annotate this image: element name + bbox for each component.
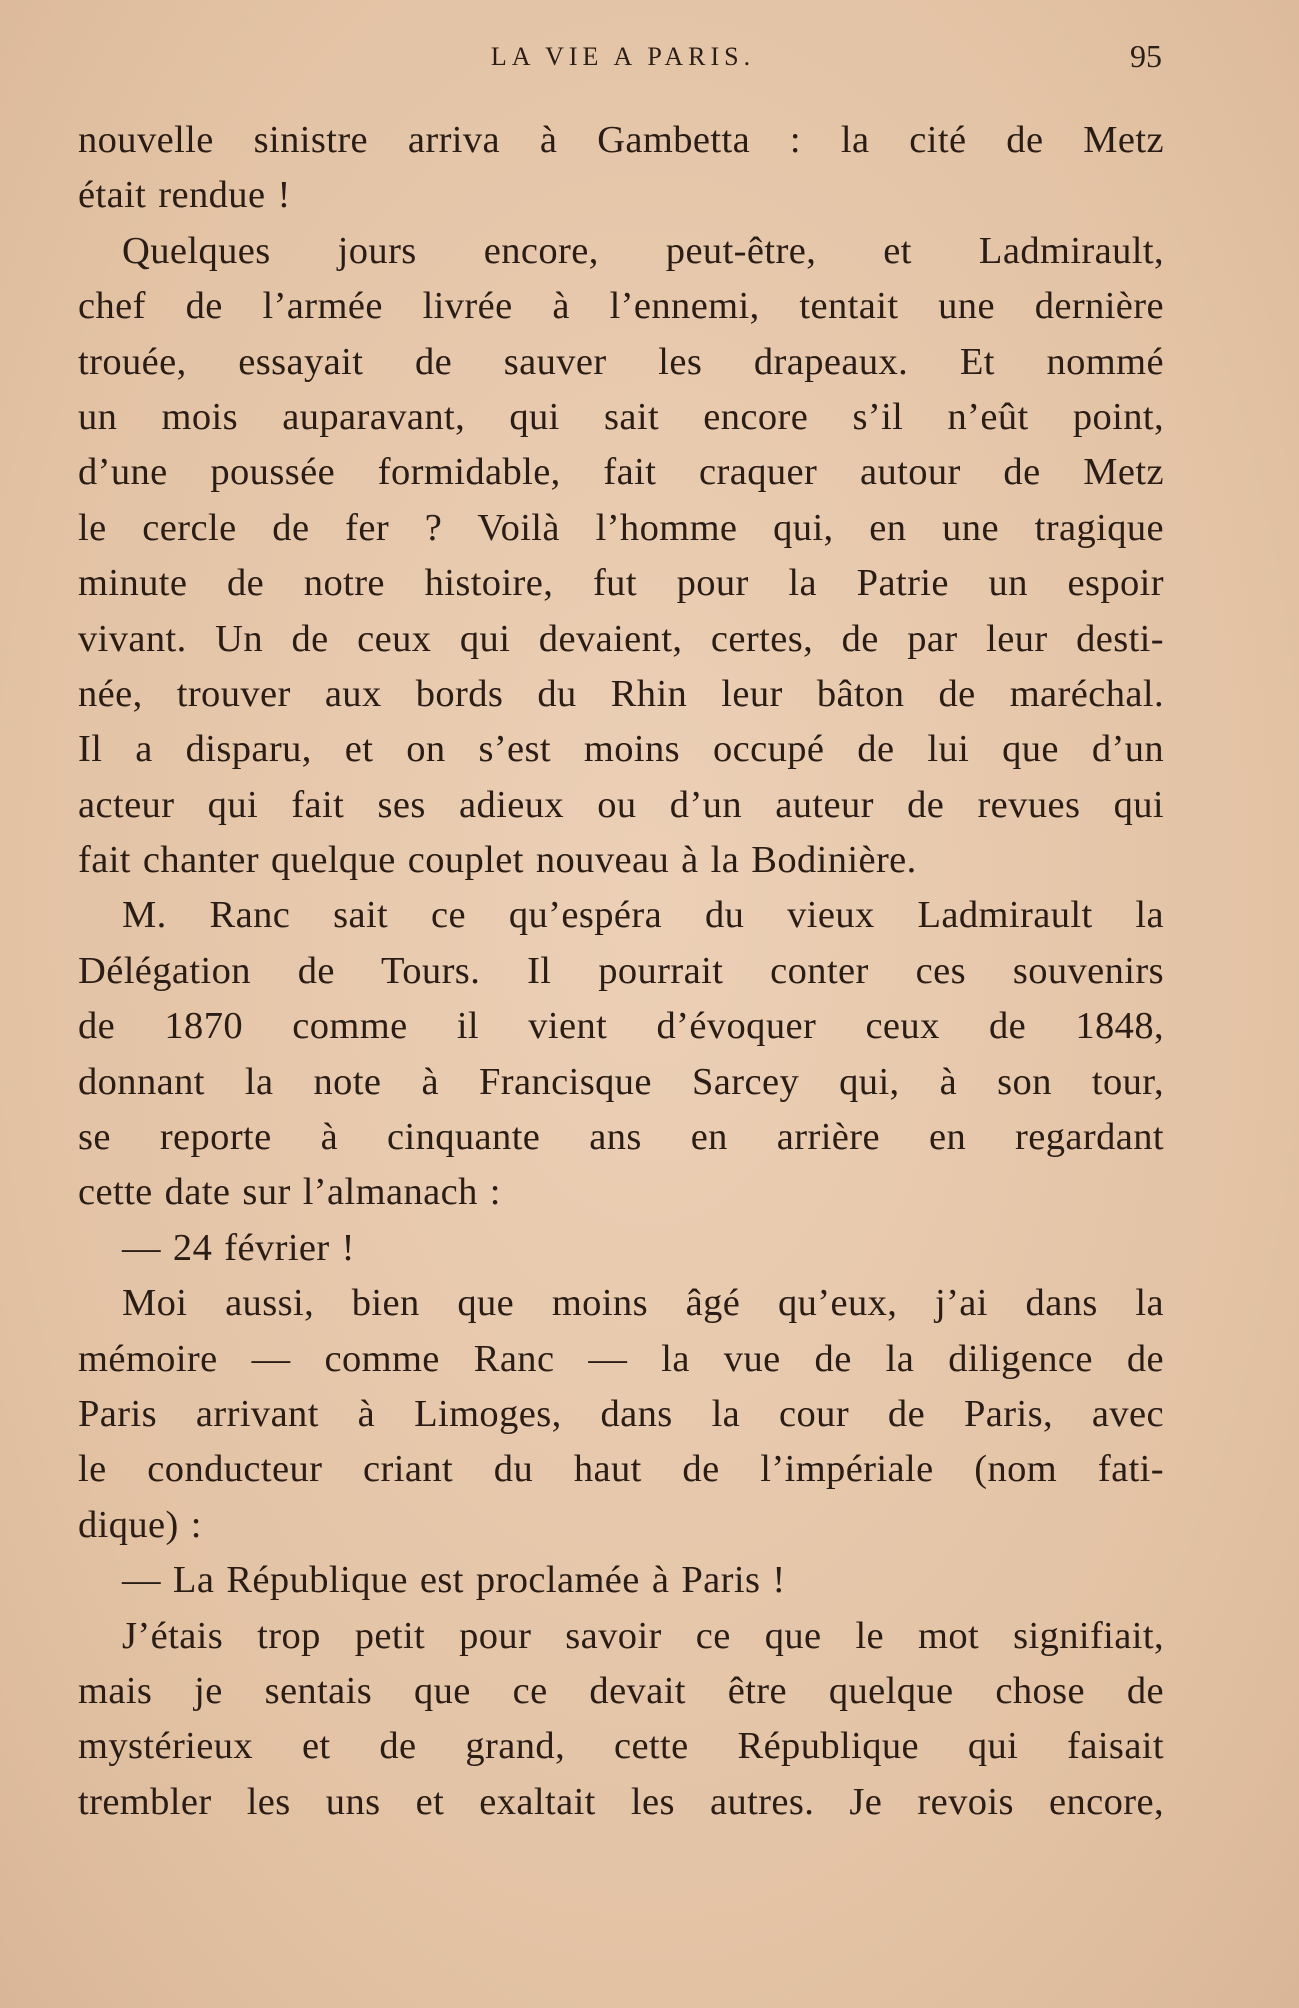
- running-title: LA VIE A PARIS.: [490, 42, 756, 71]
- text-line: Quelques jours encore, peut-être, et Ladmirault,: [122, 229, 1164, 272]
- text-line: acteur qui fait ses adieux ou d’un auteur de revues qui: [78, 783, 1164, 826]
- text-line: chef de l’armée livrée à l’ennemi, tentait une dernière: [78, 285, 1164, 328]
- text-line: vivant. Un de ceux qui devaient, certes, de par leur desti-: [78, 617, 1164, 660]
- text-line: Paris arrivant à Limoges, dans la cour de Paris, avec: [78, 1392, 1164, 1435]
- text-line: de 1870 comme il vient d’évoquer ceux de 1848,: [78, 1005, 1164, 1048]
- text-line: d’une poussée formidable, fait craquer autour de Metz: [78, 451, 1164, 494]
- text-line: — La République est proclamée à Paris !: [122, 1559, 786, 1602]
- text-line: mémoire — comme Ranc — la vue de la diligence de: [78, 1337, 1164, 1380]
- text-line: le conducteur criant du haut de l’impériale (nom fati-: [78, 1448, 1164, 1491]
- text-line: mais je sentais que ce devait être quelque chose de: [78, 1669, 1164, 1712]
- text-line: — 24 février !: [122, 1226, 355, 1269]
- text-line: un mois auparavant, qui sait encore s’il n’eût point,: [78, 395, 1164, 438]
- text-line: J’étais trop petit pour savoir ce que le mot signifiait,: [122, 1614, 1164, 1657]
- text-line: mystérieux et de grand, cette République qui faisait: [78, 1725, 1164, 1768]
- text-line: trouée, essayait de sauver les drapeaux. Et nommé: [78, 340, 1164, 383]
- text-line: trembler les uns et exaltait les autres. Je revois encore,: [78, 1780, 1164, 1823]
- text-line: se reporte à cinquante ans en arrière en regardant: [78, 1116, 1164, 1159]
- page-header: [78, 36, 1168, 76]
- text-line: le cercle de fer ? Voilà l’homme qui, en une tragique: [78, 506, 1164, 549]
- text-line: était rendue !: [78, 174, 291, 217]
- text-line: M. Ranc sait ce qu’espéra du vieux Ladmirault la: [122, 894, 1164, 937]
- text-line: dique) :: [78, 1503, 202, 1546]
- text-line: fait chanter quelque couplet nouveau à la Bodinière.: [78, 839, 917, 882]
- text-line: Délégation de Tours. Il pourrait conter ces souvenirs: [78, 949, 1164, 992]
- text-line: née, trouver aux bords du Rhin leur bâton de maréchal.: [78, 672, 1164, 715]
- text-line: cette date sur l’almanach :: [78, 1171, 501, 1214]
- text-line: nouvelle sinistre arriva à Gambetta : la cité de Metz: [78, 119, 1164, 161]
- text-line: donnant la note à Francisque Sarcey qui, à son tour,: [78, 1060, 1164, 1103]
- text-line: minute de notre histoire, fut pour la Patrie un espoir: [78, 562, 1164, 605]
- text-line: Il a disparu, et on s’est moins occupé de lui que d’un: [78, 728, 1164, 771]
- body-text: [78, 113, 1164, 1830]
- page-number: 95: [1130, 38, 1162, 74]
- text-line: Moi aussi, bien que moins âgé qu’eux, j’ai dans la: [122, 1282, 1164, 1325]
